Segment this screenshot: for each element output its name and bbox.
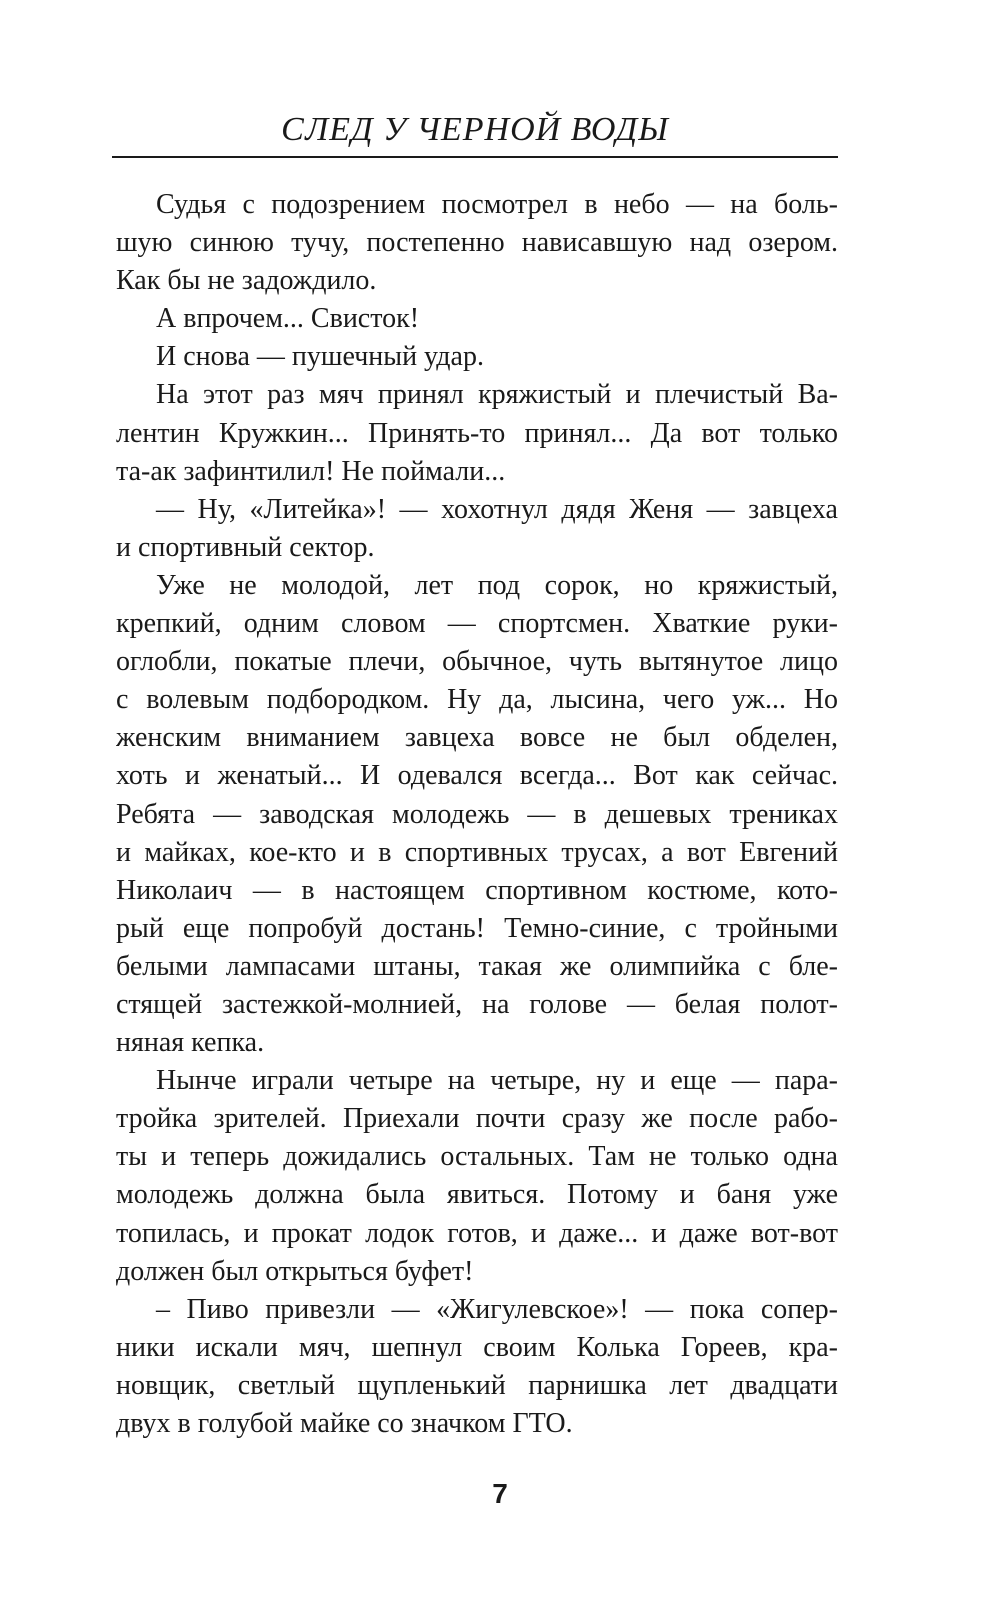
text-line: – Пиво привезли — «Жигулевское»! — пока сопер- bbox=[156, 1293, 838, 1325]
text-line: и спортивный сектор. bbox=[116, 531, 375, 563]
body-text bbox=[116, 186, 838, 1443]
text-line: белыми лампасами штаны, такая же олимпийка с бле- bbox=[116, 950, 838, 982]
page-number: 7 bbox=[492, 1478, 508, 1509]
text-line: А впрочем... Свисток! bbox=[156, 303, 420, 335]
text-line: Николаич — в настоящем спортивном костюме, кото- bbox=[116, 874, 838, 906]
text-line: крепкий, одним словом — спортсмен. Хваткие руки- bbox=[116, 608, 838, 640]
text-line: И снова — пушечный удар. bbox=[156, 341, 484, 373]
text-line: женским вниманием завцеха вовсе не был обделен, bbox=[116, 722, 838, 754]
text-line: ники искали мяч, шепнул своим Колька Гореев, кра- bbox=[116, 1331, 838, 1363]
text-line: На этот раз мяч принял кряжистый и плечистый Ва- bbox=[156, 379, 838, 411]
text-line: оглобли, покатые плечи, обычное, чуть вытянутое лицо bbox=[116, 646, 838, 678]
text-line: — Ну, «Литейка»! — хохотнул дядя Женя — завцеха bbox=[156, 493, 838, 525]
text-line: двух в голубой майке со значком ГТО. bbox=[116, 1408, 573, 1439]
text-line: должен был открыться буфет! bbox=[116, 1255, 474, 1287]
text-line: шую синюю тучу, постепенно нависавшую над озером. bbox=[116, 227, 838, 259]
text-line: топилась, и прокат лодок готов, и даже... и даже вот-вот bbox=[116, 1217, 838, 1249]
text-line: та-ак зафинтилил! Не поймали... bbox=[116, 455, 506, 487]
text-line: ты и теперь дожидались остальных. Там не только одна bbox=[116, 1141, 838, 1173]
text-line: и майках, кое-кто и в спортивных трусах, а вот Евгений bbox=[116, 836, 838, 868]
text-line: Судья с подозрением посмотрел в небо — на боль- bbox=[156, 189, 838, 220]
text-line: стящей застежкой-молнией, на голове — белая полот- bbox=[116, 988, 838, 1020]
text-line: Уже не молодой, лет под сорок, но кряжистый, bbox=[156, 569, 838, 601]
text-line: няная кепка. bbox=[116, 1027, 265, 1059]
text-line: новщик, светлый щупленький парнишка лет двадцати bbox=[116, 1369, 838, 1401]
text-line: с волевым подбородком. Ну да, лысина, чего уж... Но bbox=[116, 684, 838, 716]
text-line: Как бы не задождило. bbox=[116, 265, 377, 297]
header-rule bbox=[112, 156, 838, 158]
running-title: СЛЕД У ЧЕРНОЙ ВОДЫ bbox=[281, 111, 669, 148]
text-line: лентин Кружкин... Принять-то принял... Да вот только bbox=[116, 417, 838, 449]
text-line: хоть и женатый... И одевался всегда... Вот как сейчас. bbox=[116, 760, 838, 792]
text-line: Ребята — заводская молодежь — в дешевых трениках bbox=[116, 798, 838, 830]
text-line: рый еще попробуй достань! Темно-синие, с тройными bbox=[116, 912, 838, 944]
text-line: тройка зрителей. Приехали почти сразу же после рабо- bbox=[116, 1103, 838, 1135]
text-line: молодежь должна была явиться. Потому и баня уже bbox=[116, 1179, 838, 1211]
text-line: Нынче играли четыре на четыре, ну и еще — пара- bbox=[156, 1065, 838, 1097]
